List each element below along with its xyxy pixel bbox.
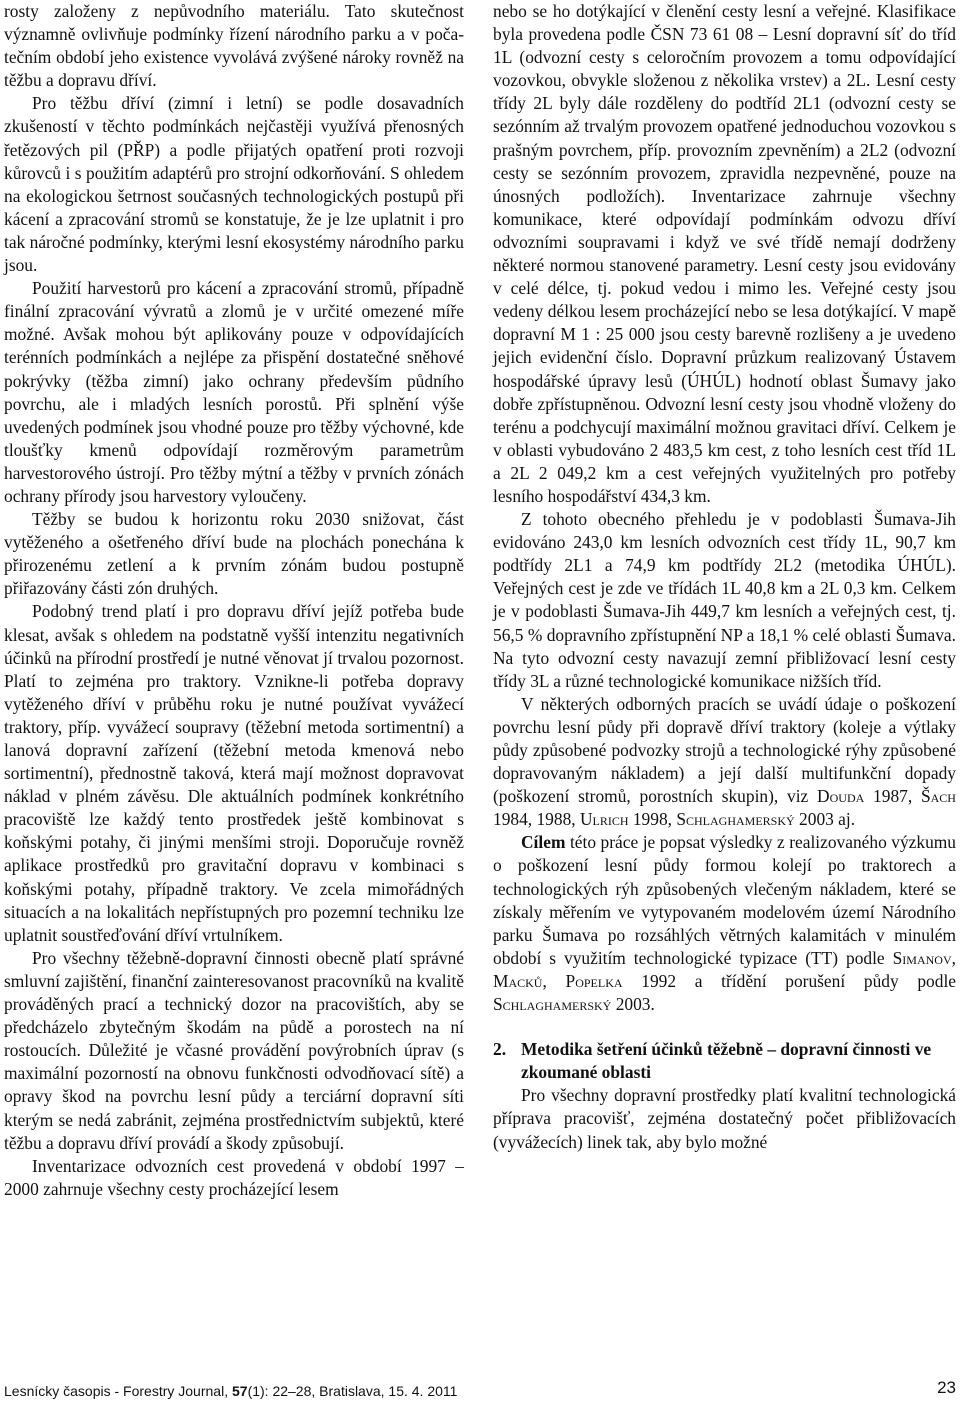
right-column (493, 0, 956, 1154)
aim-keyword: Cílem (521, 832, 566, 853)
page-number: 23 (937, 1378, 956, 1397)
text-run: 1992 a třídění porušení půdy podle (622, 970, 956, 991)
left-column (4, 0, 464, 1201)
paragraph: Inventarizace odvozních cest provedená v období 1997 – 2000 zahrnuje všechny cesty procházející lesem (4, 1155, 464, 1199)
paragraph: Pro všechny dopravní prostředky platí kvalitní technologická příprava pracovišť, zejména dostatečný počet přibližovacích (vyvážecích) linek tak, aby bylo možné (493, 1085, 956, 1152)
section-title: Metodika šetření účinků těžebně – dopravní činnosti ve zkoumané oblasti (521, 1039, 932, 1083)
citation-author: Macků (493, 970, 543, 991)
section-heading (493, 1038, 956, 1084)
text-run: 1987, (864, 786, 921, 807)
text-run: , (542, 970, 566, 991)
citation-author: Schlaghamerský (676, 809, 795, 830)
paragraph: Z tohoto obecného přehledu je v podoblasti Šumava-Jih evidováno 243,0 km lesních odvozních cest třídy 1L, 90,7 km podtřídy 2L1 a 74,9 km podtřídy 2L2 (metodika ÚHÚL). Veřejných cest je zde ve třídách 1L 40,8 km a 2L 0,3 km. Celkem je v podoblasti Šumava-Jih 449,7 km lesních a veřejných cest, tj. 56,5 % dopravního zpřístupnění NP a 18,1 % celé oblasti Šumava. Na tyto odvozní cesty navazují zemní přibližovací lesní cesty třídy 3L a různé technologické komunikace nižších tříd. (493, 509, 956, 691)
citation-author: Schlaghamerský (493, 994, 612, 1015)
journal-volume: 57 (231, 1383, 248, 1399)
text-run: V některých odborných pracích se uvádí údaje o poškození povrchu lesní půdy při dopravě dříví traktory (koleje a výtlaky půdy způsobené podvozky strojů a technologické rýhy způsobené dopravovaným nákladem) a její další multifunkční dopady (poškození stromů, porostních skupin), viz (493, 693, 956, 807)
paragraph: rosty založeny z nepůvodního materiálu. Tato skutečnost významně ovlivňuje podmínky řízení národního parku a v počatečním období jeho existence vyvolává zvýšené nároky rovněž na těžbu a dopravu dříví. (4, 1, 464, 91)
citation-author: Šach (920, 786, 956, 807)
journal-issue: (1): 22–28, Bratislava, 15. 4. 2011 (247, 1383, 458, 1399)
paragraph: Použití harvestorů pro kácení a zpracování stromů, případně finální zpracování vývratů a zlomů je v určité omezené míře možné. Avšak mohou být aplikovány pouze v odpovídajících terénních podmínkách a nejlépe za přispění dostatečné sněhové pokrývky (těžba zimní) jako ochrany především půdního povrchu, ale i mladých lesních porostů. Při splnění výše uvedených podmínek jsou vhodné pouze pro těžby výchovné, kde tloušťky kmenů odpovídají rozměrovým parametrům harvestorového ústrojí. Pro těžby mýtní a těžby v prvních zónách ochrany přírody jsou harvestory vyloučeny. (4, 278, 464, 506)
journal-citation (4, 1382, 457, 1400)
section-number: 2. (493, 1039, 507, 1060)
text-run: 1998, (628, 809, 677, 830)
journal-name: Lesnícky časopis - Forestry Journal, (4, 1383, 232, 1399)
citation-author: Popelka (565, 970, 623, 991)
paragraph: Pro těžbu dříví (zimní i letní) se podle dosavadních zkušeností v těchto podmínkách nejčastěji využívá přenosných řetězových pil (PŘP) a podle přijatých opatření proti rozvoji kůrovců i s použitím adaptérů pro strojní odkorňování. S ohledem na ekologickou šetrnost současných technologických postupů při kácení a zpracování stromů se konstatuje, že je lze uplatnit i pro tak náročné podmínky, kterými lesní ekosystémy národního parku jsou. (4, 93, 464, 276)
text-run: 2003 aj. (794, 809, 856, 830)
paragraph: Pro všechny těžebně-dopravní činnosti obecně platí správné smluvní zajištění, finanční zainteresovanost pracovníků na kvalitě prováděných prací a technický dozor na pracovištích, aby se předcházelo zbytečným škodám na půdě a porostech na ní rostoucích. Důležité je včasné provádění povýrobních úprav (s maximální pozorností na obnovu funkčnosti odvodňovací sítě) a opravy škod na povrchu lesní půdy a terciární dopravní síti kterým se nedá zabránit, zejména prostřednictvím subjektů, které těžbu a dopravu dříví provádí a škody způsobují. (4, 947, 464, 1153)
text-run: této práce je popsat výsledky z realizovaného výzkumu o poškození lesní půdy formou kolejí po traktorech a technologických rýh způsobených vlečeným nákladem, které se získaly měřením ve vytypovaném modelovém území Národního parku Šumava po rozsáhlých větrných kalamitách v minulém období s využitím technologické typizace (TT) podle (493, 832, 956, 968)
paragraph: nebo se ho dotýkající v členění cesty lesní a veřejné. Klasifikace byla provedena podle ČSN 73 61 08 – Lesní dopravní síť do tříd 1L (odvozní cesty s celoročním provozem a tomu odpovídající vozovkou, obvykle složenou z několika vrstev) a 2L. Lesní cesty třídy 2L byly dále rozděleny do podtříd 2L1 (odvozní cesty se sezónním až trvalým provozem opatřené jednoduchou vozovkou s prašným povrchem, příp. provozním zpevněním) a 2L2 (odvozní cesty se sezónním provozem, zpravidla nezpevněné, pouze na únosných podložích). Inventarizace zahrnuje všechny komunikace, které odpovídají podmínkám odvozu dříví odvozními soupravami i když ve své třídě nemají dodrženy některé normou stanovené parametry. Lesní cesty jsou evidovány v celé délce, tj. pokud vedou i mimo les. Veřejné cesty jsou vedeny délkou lesem procházející nebo se lesa dotýkající. V mapě dopravní M 1 : 25 000 jsou cesty barevně rozlišeny a je uvedeno jejich evidenční číslo. Dopravní průzkum realizovaný Ústavem hospodářské úpravy lesů (ÚHÚL) hodnotí oblast Šumavy jako dobře zpřístupněnou. Odvozní lesní cesty jsou vhodně vloženy do terénu a podchycují maximální možnou gravitaci dříví. Celkem je v oblasti vybudováno 2 483,5 km cest, z toho lesních cest tříd 1L a 2L 2 049,2 km a cest veřejných využitelných pro potřeby lesního hospodářství 434,3 km. (493, 1, 956, 506)
paragraph-aim (493, 831, 956, 1016)
citation-author: Ulrich (579, 809, 629, 830)
paragraph: Těžby se budou k horizontu roku 2030 snižovat, část vytěženého a ošetřeného dříví bude na plochách ponechána k přirozenému zetlení a k prvním zónám budou postupně přiřazovány části zón druhých. (4, 509, 464, 599)
citation-author: Douda (817, 786, 865, 807)
text-run: , (951, 947, 956, 968)
paragraph: Podobný trend platí i pro dopravu dříví jejíž potřeba bude klesat, avšak s ohledem na podstatně vyšší intenzitu negativních účinků na přírodní prostředí je nutné věnovat jí trvalou pozornost. Platí to zejména pro traktory. Vznikne-li potřeba dopravy vytěženého dříví v průběhu roku je nutné používat vyvážecí traktory, příp. vyvážecí soupravy (těžební metoda sortimentní) a lanová dopravní zařízení (těžební metoda kmenová nebo sortimentní), přednostně taková, která mají možnost dopravovat náklad v plném závěsu. Dle aktuálních podmínek konkrétního pracoviště lze každý tento prostředek ještě kombinovat s koňskými potahy, či jinými menšími stroji. Doporučuje rovněž aplikace prostředků pro gravitační dopravu v kombinaci s koňskými potahy, případně traktory. Ve zcela mimořádných situacích a na lokalitách nepřístupných pro pozemní techniku lze uplatnit soustřeďování dříví vrtulníkem. (4, 601, 464, 945)
paragraph-citations (493, 693, 956, 832)
text-run: 1984, 1988, (493, 809, 580, 830)
text-run: 2003. (611, 994, 655, 1015)
citation-author: Simanov (892, 947, 952, 968)
